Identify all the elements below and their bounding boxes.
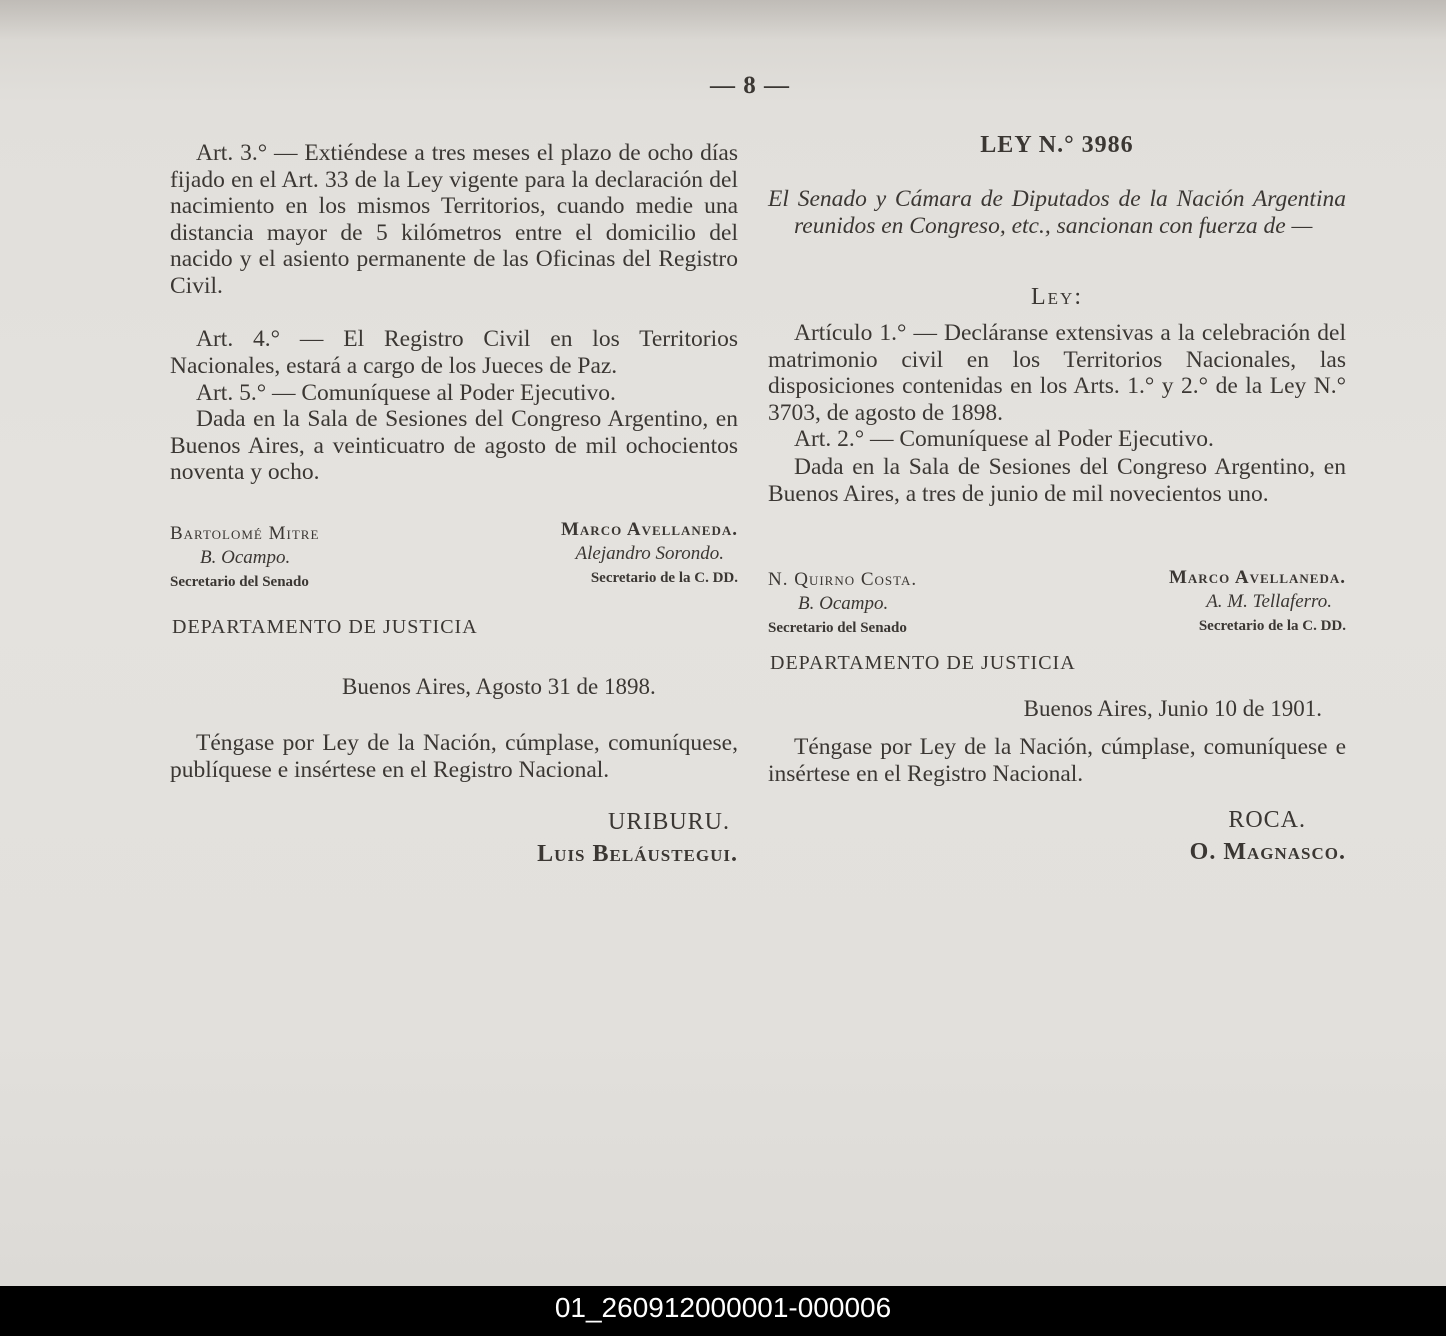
law-heading: LEY N.° 3986	[980, 132, 1134, 158]
signatory-name: Marco Avellaneda.	[560, 519, 738, 540]
article-2-paragraph: Art. 2.° — Comuníquese al Poder Ejecutivo.	[794, 426, 1214, 452]
secretary-role: Secretario del Senado	[170, 574, 309, 590]
president-signature: ROCA.	[1228, 807, 1306, 833]
executive-signatures	[1190, 804, 1346, 868]
secretary-role: Secretario de la C. DD.	[1198, 618, 1346, 634]
signature-chamber-president	[438, 518, 738, 590]
signature-chamber-president	[1046, 566, 1346, 638]
article-3-paragraph: Art. 3.° — Extiéndese a tres meses el plazo de ocho días fijado en el Art. 33 de la Ley vigente para la declaración del nacimiento en los mismos Territorios, cuando medie una distancia mayor de 5 kilómetros entre el domicilio del nacido y el asiento permanente de las Oficinas del Registro Civil.	[170, 140, 738, 299]
president-signature: URIBURU.	[607, 809, 730, 835]
secretary-name: A. M. Tellaferro.	[1206, 591, 1332, 612]
department-heading: DEPARTAMENTO DE JUSTICIA	[770, 652, 1076, 674]
department-heading: DEPARTAMENTO DE JUSTICIA	[172, 616, 478, 638]
signatory-name: Bartolomé Mitre	[170, 523, 320, 544]
signature-senate-president	[170, 522, 450, 594]
article-5-paragraph: Art. 5.° — Comuníquese al Poder Ejecutivo.	[196, 380, 616, 406]
decree-paragraph: Téngase por Ley de la Nación, cúmplase, comuníquese e insértese en el Registro Nacional.	[768, 734, 1346, 787]
signatory-name: Marco Avellaneda.	[1168, 567, 1346, 588]
scan-id-footer: 01_260912000001-000006	[0, 1286, 1446, 1336]
page-number: — 8 —	[710, 72, 790, 99]
secretary-role: Secretario de la C. DD.	[590, 570, 738, 586]
article-1-paragraph: Artículo 1.° — Decláranse extensivas a la celebración del matrimonio civil en los Territorios Nacionales, las disposiciones contenidas en los Arts. 1.° y 2.° de la Ley N.° 3703, de agosto de 1898.	[768, 320, 1346, 426]
article-4-paragraph: Art. 4.° — El Registro Civil en los Territorios Nacionales, estará a cargo de los Jueces de Paz.	[170, 326, 738, 379]
secretary-name: Alejandro Sorondo.	[575, 543, 724, 564]
dada-paragraph: Dada en la Sala de Sesiones del Congreso Argentino, en Buenos Aires, a tres de junio de mil novecientos uno.	[768, 454, 1346, 507]
signatory-name: N. Quirno Costa.	[768, 569, 918, 590]
decree-date: Buenos Aires, Agosto 31 de 1898.	[342, 674, 656, 699]
minister-signature: Luis Beláustegui.	[537, 841, 738, 867]
secretary-name: B. Ocampo.	[798, 593, 889, 614]
ley-label: Ley:	[1031, 284, 1083, 310]
secretary-role: Secretario del Senado	[768, 620, 907, 636]
executive-signatures	[537, 806, 738, 870]
dada-paragraph: Dada en la Sala de Sesiones del Congreso Argentino, en Buenos Aires, a veinticuatro de agosto de mil ochocientos noventa y ocho.	[170, 406, 738, 486]
law-preamble: El Senado y Cámara de Diputados de la Nación Argentina reunidos en Congreso, etc., sancionan con fuerza de —	[768, 186, 1346, 239]
secretary-name: B. Ocampo.	[200, 547, 291, 568]
decree-date: Buenos Aires, Junio 10 de 1901.	[1023, 696, 1322, 721]
minister-signature: O. Magnasco.	[1189, 839, 1346, 865]
signature-senate-president	[768, 568, 1048, 640]
decree-paragraph: Téngase por Ley de la Nación, cúmplase, comuníquese, publíquese e insértese en el Registro Nacional.	[170, 730, 738, 783]
